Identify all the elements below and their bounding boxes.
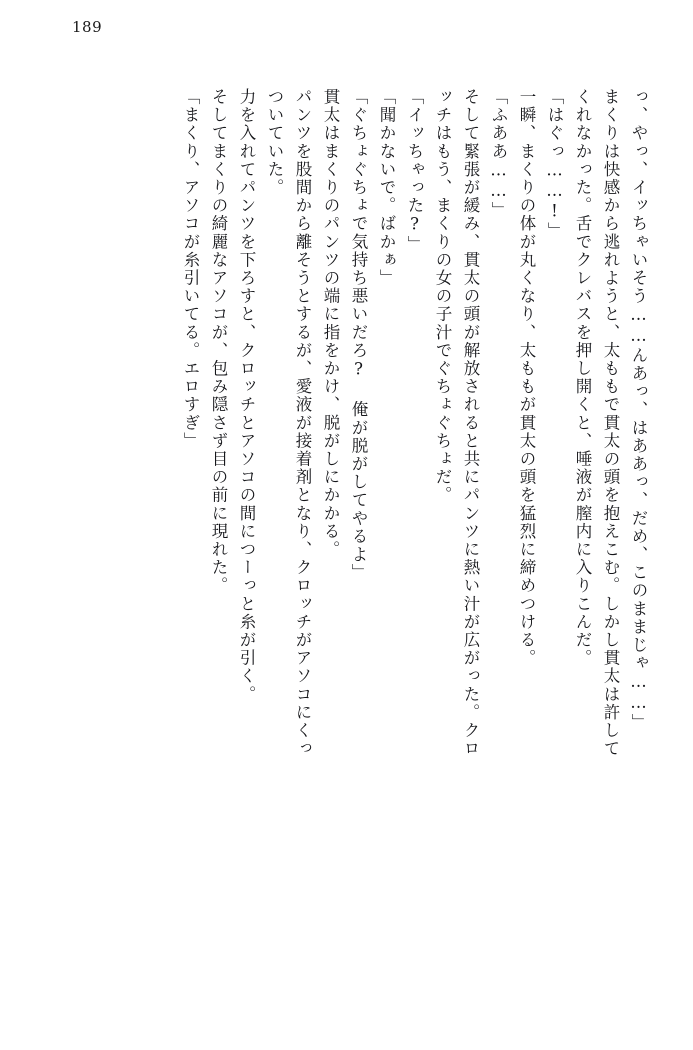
text-column: まくりは快感から逃れようと、太ももで貫太の頭を抱えこむ。しかし貫太は許して (601, 88, 620, 758)
text-column: 「まくり、アソコが糸引いてる。エロすぎ」 (181, 88, 200, 450)
text-column: くれなかった。舌でクレバスを押し開くと、唾液が膣内に入りこんだ。 (573, 88, 592, 668)
text-column: パンツを股間から離そうとするが、愛液が接着剤となり、クロッチがアソコにくっ (293, 88, 312, 758)
text-column: 「聞かないで。ばかぁ」 (377, 88, 396, 288)
text-column: 「はぐっ……!」 (545, 88, 564, 241)
text-column: 「ふああ……」 (489, 88, 508, 220)
text-column: 「イッちゃった?」 (405, 88, 424, 254)
text-column: 貫太はまくりのパンツの端に指をかけ、脱がしにかかる。 (321, 88, 340, 559)
text-column: ッチはもう、まくりの女の子汁でぐちょぐちょだ。 (433, 88, 452, 505)
text-column: 力を入れてパンツを下ろすと、クロッチとアソコの間につーっと糸が引く。 (237, 88, 256, 704)
vertical-text-body (46, 88, 646, 1003)
text-column: そして緊張が緩み、貫太の頭が解放されると共にパンツに熱い汁が広がった。クロ (461, 88, 480, 758)
text-column: ついていた。 (265, 88, 284, 197)
text-column: っ、やっ、イッちゃいそう……んあっ、はああっ、だめ、このままじゃ……」 (629, 88, 648, 732)
text-column: 一瞬、まくりの体が丸くなり、太ももが貫太の頭を猛烈に締めつける。 (517, 88, 536, 668)
text-column: 「ぐちょぐちょで気持ち悪いだろ? 俺が脱がしてやるよ」 (349, 88, 368, 582)
page-number: 189 (72, 18, 103, 36)
text-column: そしてまくりの綺麗なアソコが、包み隠さず目の前に現れた。 (209, 88, 228, 595)
